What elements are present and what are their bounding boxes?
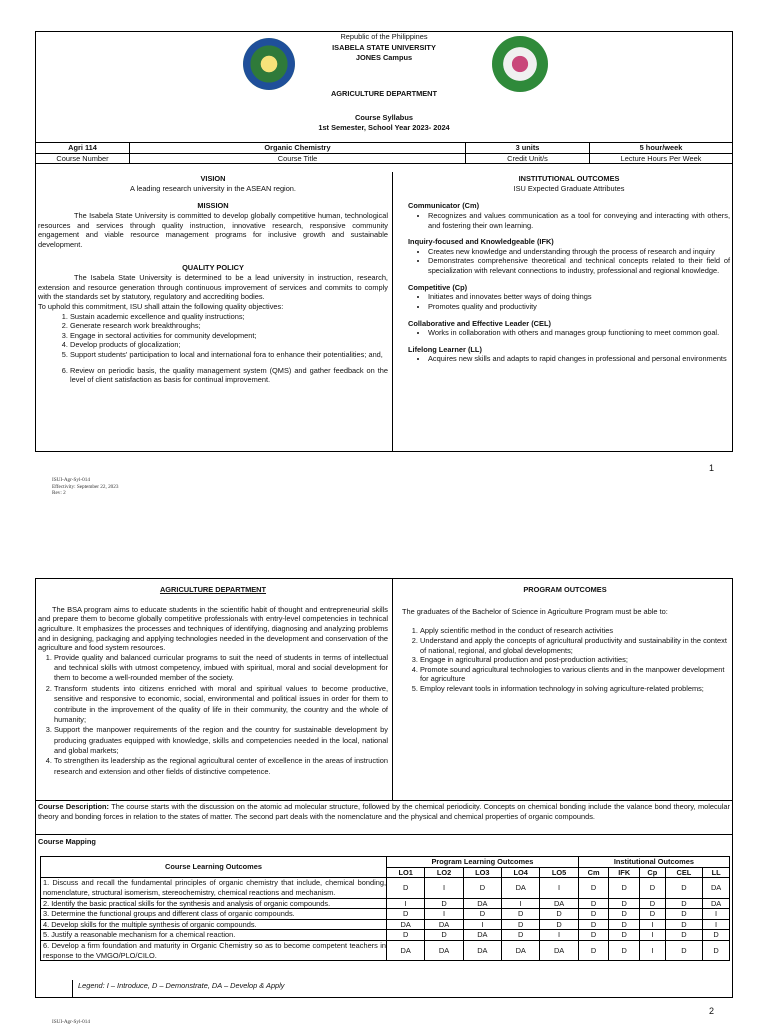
right-column: [408, 174, 730, 364]
table-row: [41, 898, 730, 909]
mapping-cell: D: [665, 919, 702, 930]
course-info-table: [35, 142, 733, 164]
mapping-cell: DA: [703, 878, 730, 898]
course-mapping-label: Course Mapping: [38, 837, 96, 846]
ag-dept-list: [38, 653, 388, 777]
credit-units-label: Credit Unit/s: [466, 153, 590, 164]
program-outcomes-intro: The graduates of the Bachelor of Science in Agriculture Program must be able to:: [402, 606, 668, 616]
department-name: AGRICULTURE DEPARTMENT: [330, 89, 438, 98]
column-header: LL: [703, 867, 730, 878]
term-text: 1st Semester, School Year 2023- 2024: [318, 123, 450, 132]
mapping-cell: D: [578, 930, 609, 941]
course-description-label: Course Description:: [38, 802, 109, 811]
clo-cell: 4. Develop skills for the multiple synthesis of organic compounds.: [41, 919, 387, 930]
legend-left-rule: [72, 980, 73, 998]
list-item: • Works in collaboration with others and manages group functioning to meet common goal.: [428, 328, 730, 338]
attribute-list: [408, 354, 730, 364]
clo-cell: 6. Develop a firm foundation and maturity in Organic Chemistry so as to become competent teachers in response to the VMGO/PLO/CILO.: [41, 941, 387, 961]
page2-hline: [35, 834, 733, 835]
mapping-cell: D: [703, 930, 730, 941]
page2-hline: [35, 800, 733, 801]
mapping-cell: D: [609, 930, 640, 941]
program-outcomes-column: [402, 585, 728, 694]
mapping-cell: I: [703, 909, 730, 920]
doc-title: Course Syllabus: [355, 113, 413, 122]
mapping-cell: D: [425, 898, 463, 909]
doc-code: ISUI-Agr-Syl-014: [52, 1019, 90, 1025]
column-header: IFK: [609, 867, 640, 878]
table-row: [41, 878, 730, 898]
mapping-cell: D: [502, 930, 540, 941]
list-item: 1. Sustain academic excellence and quality instructions;: [70, 312, 388, 322]
mapping-cell: DA: [425, 941, 463, 961]
mapping-cell: D: [703, 941, 730, 961]
mapping-cell: D: [665, 941, 702, 961]
list-item: 2. Understand and apply the concepts of agricultural productivity and sustainability in the context of national, regional, and global developments;: [420, 636, 728, 655]
vision-text: A leading research university in the ASEAN region.: [130, 183, 296, 193]
mapping-cell: DA: [387, 919, 425, 930]
mapping-cell: DA: [502, 878, 540, 898]
column-header: LO4: [502, 867, 540, 878]
mapping-cell: I: [640, 930, 666, 941]
column-header: CEL: [665, 867, 702, 878]
mapping-cell: D: [609, 898, 640, 909]
program-outcomes-heading: PROGRAM OUTCOMES: [523, 585, 607, 594]
list-item: 3. Engage in agricultural production and post-production activities;: [420, 655, 728, 665]
mapping-cell: D: [387, 909, 425, 920]
clo-cell: 3. Determine the functional groups and different class of organic compounds.: [41, 909, 387, 920]
course-number-label: Course Number: [36, 153, 130, 164]
lecture-hours: 5 hour/week: [590, 143, 733, 154]
mapping-cell: D: [540, 909, 578, 920]
mapping-cell: I: [640, 919, 666, 930]
mapping-cell: I: [640, 941, 666, 961]
course-description: [38, 802, 730, 821]
table-row: [41, 919, 730, 930]
list-item: • Initiates and innovates better ways of doing things: [428, 292, 730, 302]
vision-heading: VISION: [200, 174, 226, 183]
doc-effectivity: Effectivity: September 22, 2023: [52, 483, 119, 490]
list-item: • Promotes quality and productivity: [428, 302, 730, 312]
document-footer: [52, 477, 118, 497]
table-row: [41, 941, 730, 961]
list-item: 2. Generate research work breakthroughs;: [70, 321, 388, 331]
mapping-cell: D: [578, 909, 609, 920]
list-item: 3. Engage in sectoral activities for community development;: [70, 331, 388, 341]
credit-units: 3 units: [466, 143, 590, 154]
list-item: 1. Apply scientific method in the conduct of research activities: [420, 626, 728, 636]
mapping-cell: I: [425, 909, 463, 920]
list-item: • Acquires new skills and adapts to rapid changes in professional and personal environments: [428, 354, 730, 364]
mapping-cell: I: [387, 898, 425, 909]
mapping-cell: D: [640, 898, 666, 909]
list-item: 6. Review on periodic basis, the quality management system (QMS) and gather feedback on the level of client satisfaction as basis for continual improvement.: [70, 366, 388, 385]
column-divider: [392, 172, 393, 452]
mapping-cell: D: [578, 898, 609, 909]
mapping-cell: DA: [463, 898, 501, 909]
list-item: 1. Provide quality and balanced curricular programs to suit the need of students in terms of intellectual and technical skills with utmost competency, imbued with spiritual, moral and social development for them to become a well-rounded member of the society.: [54, 653, 388, 684]
mapping-cell: DA: [502, 941, 540, 961]
republic-text: Republic of the Philippines: [340, 32, 428, 41]
mapping-cell: D: [665, 898, 702, 909]
left-column: [38, 174, 388, 385]
mapping-cell: D: [665, 909, 702, 920]
column-header: LO2: [425, 867, 463, 878]
page-number: 1: [709, 463, 715, 473]
mapping-cell: DA: [463, 930, 501, 941]
mapping-cell: D: [540, 919, 578, 930]
column-header: Cm: [578, 867, 609, 878]
mapping-cell: DA: [387, 941, 425, 961]
io-header: Institutional Outcomes: [578, 857, 729, 868]
column-header: LO1: [387, 867, 425, 878]
mapping-cell: I: [540, 930, 578, 941]
mapping-cell: I: [703, 919, 730, 930]
course-number: Agri 114: [36, 143, 130, 154]
doc-revision: Rev: 2: [52, 490, 66, 496]
mission-text: The Isabela State University is committed to develop globally competitive human, technological resources and services through quality instruction, innovative research, responsive community engagement and viable resource management programs for inclusive growth and sustainable development.: [38, 210, 388, 249]
column-header: LO3: [463, 867, 501, 878]
page2-column-divider: [392, 578, 393, 800]
plo-header: Program Learning Outcomes: [387, 857, 579, 868]
mapping-cell: D: [640, 909, 666, 920]
university-name: ISABELA STATE UNIVERSITY: [332, 43, 436, 52]
mapping-cell: D: [665, 878, 702, 898]
clo-cell: 2. Identify the basic practical skills for the synthesis and analysis of organic compounds.: [41, 898, 387, 909]
mapping-cell: D: [665, 930, 702, 941]
list-item: • Recognizes and values communication as a tool for conveying and interacting with others, and fostering their own learning.: [428, 211, 730, 230]
mapping-cell: D: [609, 941, 640, 961]
mapping-cell: DA: [540, 941, 578, 961]
doc-code: ISUI-Agr-Syl-014: [52, 477, 90, 483]
institutional-outcomes-heading: INSTITUTIONAL OUTCOMES: [518, 174, 620, 183]
course-description-text: The course starts with the discussion on the atomic ad molecular structure, followed by the chemical periodicity. Concepts on chemical bonding include the valance bond theory, molecular theory and bonding forces in relation to the states of matter. The second part deals with the nomenclature and the physical and chemical properties of organic compounds.: [38, 802, 730, 821]
attribute-title: Communicator (Cm): [408, 201, 480, 211]
mapping-cell: D: [425, 930, 463, 941]
mapping-cell: D: [640, 878, 666, 898]
uphold-text: To uphold this commitment, ISU shall attain the following quality objectives:: [38, 301, 284, 311]
mapping-cell: DA: [703, 898, 730, 909]
mapping-cell: D: [502, 919, 540, 930]
mapping-cell: D: [387, 930, 425, 941]
list-item: 5. Employ relevant tools in information technology in solving agriculture-related problems;: [420, 684, 728, 694]
attribute-title: Collaborative and Effective Leader (CEL): [408, 318, 551, 328]
clo-header: Course Learning Outcomes: [41, 857, 387, 878]
mapping-cell: D: [463, 909, 501, 920]
table-row: [41, 909, 730, 920]
course-title: Organic Chemistry: [130, 143, 466, 154]
mapping-cell: D: [578, 919, 609, 930]
mapping-cell: I: [425, 878, 463, 898]
mapping-cell: I: [540, 878, 578, 898]
list-item: 4. Promote sound agricultural technologies to various clients and in the manpower development for agriculture: [420, 665, 728, 684]
clo-cell: 1. Discuss and recall the fundamental principles of organic chemistry that include, chemical bonding, nomenclature, structural isomerism, stereochemistry, chemical reactions and mechanism.: [41, 878, 387, 898]
table-row: [41, 930, 730, 941]
ag-dept-heading: AGRICULTURE DEPARTMENT: [159, 585, 267, 594]
mapping-cell: D: [609, 919, 640, 930]
list-item: • Demonstrates comprehensive theoretical and technical concepts related to their field of specialization with relevant connections to industry, professional and regional knowledge.: [428, 256, 730, 275]
column-header: LO5: [540, 867, 578, 878]
list-item: • Creates new knowledge and understanding through the process of research and inquiry: [428, 247, 730, 257]
course-title-label: Course Title: [130, 153, 466, 164]
column-header: Cp: [640, 867, 666, 878]
mapping-legend: Legend: I – Introduce, D – Demonstrate, DA – Develop & Apply: [78, 981, 285, 990]
ag-dept-column: [38, 585, 388, 777]
attribute-list: [408, 292, 730, 311]
list-item: 4. To strengthen its leadership as the regional agricultural center of excellence in the areas of instruction research and extension and other fields of distinctive competence.: [54, 756, 388, 777]
quality-policy-text: The Isabela State University is determined to be a lead university in instruction, research, extension and resource generation through continuous improvement of services and commits to comply with the standards set by statutory, regulatory and accrediting bodies.: [38, 273, 388, 302]
mapping-cell: D: [578, 941, 609, 961]
attribute-title: Lifelong Learner (LL): [408, 344, 482, 354]
attribute-list: [408, 247, 730, 276]
lecture-hours-label: Lecture Hours Per Week: [590, 153, 733, 164]
institutional-outcomes-sub: ISU Expected Graduate Attributes: [513, 183, 625, 193]
mapping-cell: D: [609, 878, 640, 898]
mapping-cell: D: [463, 878, 501, 898]
mapping-cell: DA: [463, 941, 501, 961]
mapping-cell: I: [502, 898, 540, 909]
attribute-list: [408, 211, 730, 230]
attribute-list: [408, 328, 730, 338]
mission-heading: MISSION: [197, 201, 229, 211]
quality-policy-heading: QUALITY POLICY: [182, 263, 244, 273]
quality-objectives-list: [38, 312, 388, 385]
mapping-cell: D: [609, 909, 640, 920]
list-item: 5. Support students' participation to local and international fora to enhance their potentialities; and,: [70, 350, 388, 360]
campus-name: JONES Campus: [355, 53, 413, 62]
list-item: 3. Support the manpower requirements of the region and the country for sustainable development by producing graduates equipped with knowledge, skills and competencies needed in the local, national and global markets;: [54, 725, 388, 756]
program-outcomes-list: [402, 626, 728, 693]
mapping-cell: D: [578, 878, 609, 898]
list-item: 4. Develop products of glocalization;: [70, 340, 388, 350]
mapping-cell: D: [387, 878, 425, 898]
mapping-cell: DA: [425, 919, 463, 930]
clo-cell: 5. Justify a reasonable mechanism for a chemical reaction.: [41, 930, 387, 941]
attribute-title: Inquiry-focused and Knowledgeable (IFK): [408, 237, 554, 247]
mapping-cell: I: [463, 919, 501, 930]
attribute-title: Competitive (Cp): [408, 282, 468, 292]
course-mapping-table: [40, 856, 730, 961]
mapping-cell: DA: [540, 898, 578, 909]
page-number: 2: [709, 1006, 715, 1016]
list-item: 2. Transform students into citizens enriched with moral and spiritual values to become productive, sensitive and responsive to economic, social, environmental and political issues in order for them to contribute in the improvement of the quality of life in their community, the country and the whole of humanity;: [54, 684, 388, 725]
mapping-cell: D: [502, 909, 540, 920]
ag-dept-intro: The BSA program aims to educate students in the scientific habit of thought and entrepreneurial skills and prepare them to become globally competitive professionals with entry-level competencies in technical agriculture. It emphasizes the processes and techniques of identifying, diagnosing and analyzing problems and in designing, packaging and applying technologies needed in the development and conservation of the agriculture and food system resources.: [38, 604, 388, 653]
